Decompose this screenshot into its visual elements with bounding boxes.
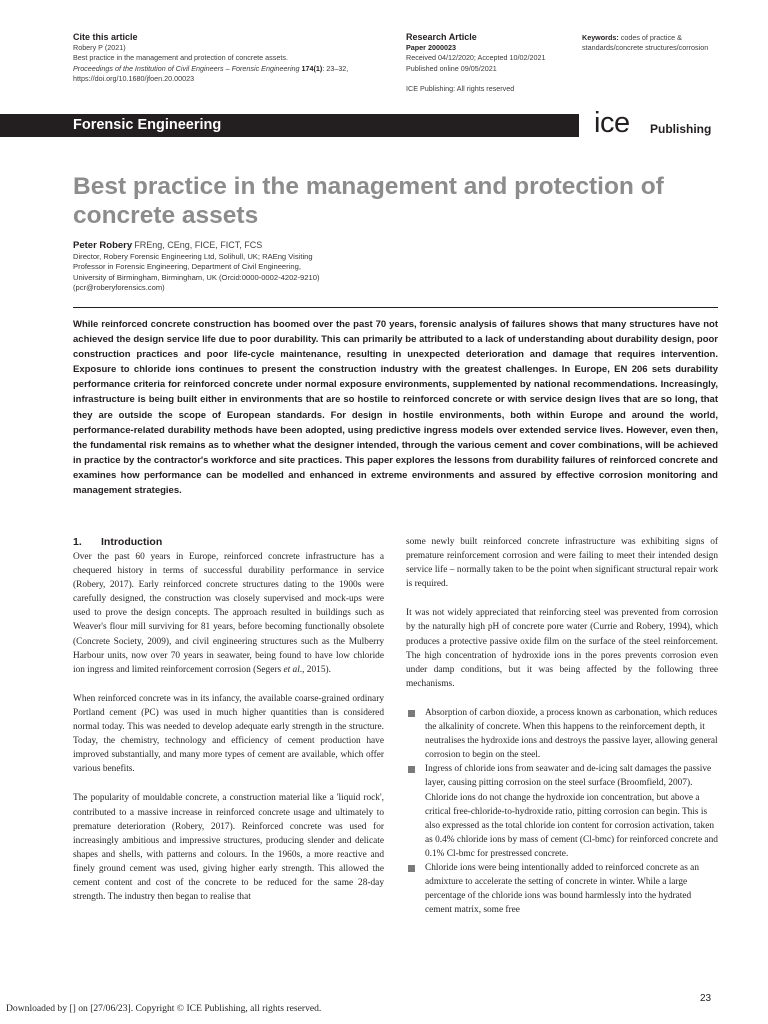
square-bullet-icon <box>408 766 415 773</box>
author-credentials: FREng, CEng, FICE, FICT, FCS <box>134 240 263 250</box>
paragraph: Over the past 60 years in Europe, reinforced concrete infrastructure has a chequered history in terms of successful durability performance in service (Robery, 2017). Early reinforced concrete structures dating to the 1900s were carefully designed, the construction was closely supervised and mock-ups were used to prove the design concepts. The approach resulted in buildings such as Weaver's flour mill surviving for 81 years, before becoming functionally obsolete (Concrete Society, 2009), and civil engineering structures such as the Mulberry Harbour units, now over 70 years in seawater, being found to have low chloride ion ingress and limited reinforcement corrosion (Segers et al., 2015). <box>73 552 384 675</box>
section-number: 1. <box>73 536 82 548</box>
paragraph: When reinforced concrete was in its infancy, the available coarse-grained ordinary Portland cement (PC) was used in much higher quantities than is considered normal today. This was needed to develop adequate early strength in the structure. Today, the chemistry, technology and efficiency of cement production have improved substantially, and many more types of cement are available, which offer various benefits. <box>73 693 384 775</box>
logo-publishing-text: Publishing <box>650 122 712 136</box>
author-affiliation-3: University of Birmingham, Birmingham, UK (Orcid:0000-0002-4202-9210) <box>73 272 320 282</box>
author-affiliation-1: Director, Robery Forensic Engineering Ltd, Solihull, UK; RAEng Visiting <box>73 251 313 261</box>
author-name: Peter Robery <box>73 240 133 251</box>
square-bullet-icon <box>408 710 415 717</box>
keywords-text: codes of practice & standards/concrete structures/corrosion <box>582 33 709 53</box>
research-heading: Research Article <box>406 32 477 42</box>
paragraph: some newly built reinforced concrete infrastructure was exhibiting signs of premature reinforcement corrosion and were failing to meet their intended design service life – normally taken to be the point when significant structural repair work is required. <box>406 537 718 590</box>
cite-volume: 174(1) <box>301 63 323 73</box>
cite-journal: Proceedings of the Institution of Civil Engineers – Forensic Engineering <box>73 63 300 73</box>
download-notice: Downloaded by [] on [27/06/23]. Copyright © ICE Publishing, all rights reserved. <box>6 1003 322 1014</box>
logo-ice-wordmark: ice <box>594 107 630 139</box>
cite-line-3 <box>73 64 373 74</box>
rights-statement: ICE Publishing: All rights reserved <box>406 83 515 93</box>
journal-section-title: Forensic Engineering <box>73 117 222 133</box>
keywords <box>582 33 732 54</box>
list-item: Chloride ions were being intentionally added to reinforced concrete as an admixture to accelerate the setting of concrete in winter. While a large percentage of the chloride ions was bound harmlessly into the hydrated cement matrix, some free <box>406 861 718 917</box>
keywords-label: Keywords: <box>582 33 619 42</box>
list-item: Ingress of chloride ions from seawater and de-icing salt damages the passive layer, causing pitting corrosion on the steel surface (Broomfield, 2007). Chloride ions do not change the hydroxide ion concentration, but above a critical free-chloride-to-hydroxide ratio, pitting corrosion can begin. This is also expressed as the total chloride ion content for corrosion activation, taken as 0.4% chloride ions by mass of cement (Cl-bmc) for reinforced concrete and 0.1% Cl-bmc for prestressed concrete. <box>406 762 718 861</box>
body-column-right <box>406 535 718 917</box>
author-block <box>73 240 413 294</box>
paragraph: It was not widely appreciated that reinforcing steel was prevented from corrosion by the naturally high pH of concrete pore water (Currie and Robery, 1994), which produces a protective passive oxide film on the surface of the steel reinforcement. The high concentration of hydroxide ions in the pores prevents corrosion even under damp conditions, but it was being affected by the following three mechanisms. <box>406 608 718 689</box>
page-number: 23 <box>700 993 712 1004</box>
divider <box>73 307 718 308</box>
ice-publishing-logo <box>594 107 734 140</box>
cite-this-article <box>73 31 373 84</box>
journal-band <box>0 114 579 137</box>
author-email[interactable]: (pcr@roberyforensics.com) <box>73 283 165 293</box>
research-article-info <box>406 31 571 94</box>
body-column-left <box>73 535 384 904</box>
square-bullet-icon <box>408 865 415 872</box>
cite-heading: Cite this article <box>73 32 138 42</box>
paper-number: Paper 2000023 <box>406 43 456 52</box>
abstract: While reinforced concrete construction has boomed over the past 70 years, forensic analysis of failures shows that many structures have not achieved the design service life due to poor durability. This can primarily be attributed to a lack of understanding about durability design, poor construction practices and poor life-cycle maintenance, resulting in unexpected deterioration and damage that requires intervention. Exposure to chloride ions continues to present the construction industry with the greatest challenges. In Europe, EN 206 sets durability performance criteria for reinforced concrete under normal exposure environments, supplemented by national recommendations. Increasingly, infrastructure is being built either in environments that are so hostile to reinforced concrete or with service design lives that are so long, that they are outside the scope of European standards. For design in hostile environments, both within Europe and around the world, performance-related durability methods have been adopted, using predictive ingress models over extended service lives. However, even then, the fundamental risk remains as to whether what the designer intended, through the various cement and cover combinations, will be achieved in practice by the contractor's workforce and site practices. This paper explores the lessons from durability failures of reinforced concrete and examines how performance can be modelled and enhanced in extreme environments and assured by effective corrosion monitoring and management strategies. <box>73 319 718 497</box>
cite-doi[interactable]: https://doi.org/10.1680/jfoen.20.00023 <box>73 73 195 83</box>
paragraph: The popularity of mouldable concrete, a construction material like a 'liquid rock', contributed to a massive increase in reinforced concrete usage and ultimately to premature deterioration (Robery, 2017). Reinforced concrete was used for increasingly ambitious and impressive structures, producing slender and delicate shapes and shells, with patterns and colours. In the 1960s, a more reactive and finely ground cement was used, giving higher early strength. This allowed the cement content and cost of the concrete to be reduced for the same 28-day strength. The industry then began to realise that <box>73 793 384 903</box>
received-accepted: Received 04/12/2020; Accepted 10/02/2021 <box>406 53 546 63</box>
section-heading <box>73 535 384 550</box>
section-title: Introduction <box>101 536 163 548</box>
cite-line-1: Robery P (2021) <box>73 43 126 52</box>
author-affiliation-2: Professor in Forensic Engineering, Department of Civil Engineering, <box>73 262 301 272</box>
mechanism-list <box>406 706 718 917</box>
list-item: Absorption of carbon dioxide, a process known as carbonation, which reduces the alkalinity of concrete. When this happens to the reinforcement depth, it neutralises the hydroxide ions and destroys the passive layer, allowing general corrosion to begin on the steel. <box>406 706 718 762</box>
published-online: Published online 09/05/2021 <box>406 63 497 73</box>
cite-pages: : 23–32, <box>322 63 349 73</box>
cite-line-2: Best practice in the management and protection of concrete assets. <box>73 53 288 63</box>
article-title: Best practice in the management and protection of concrete assets <box>73 173 664 229</box>
